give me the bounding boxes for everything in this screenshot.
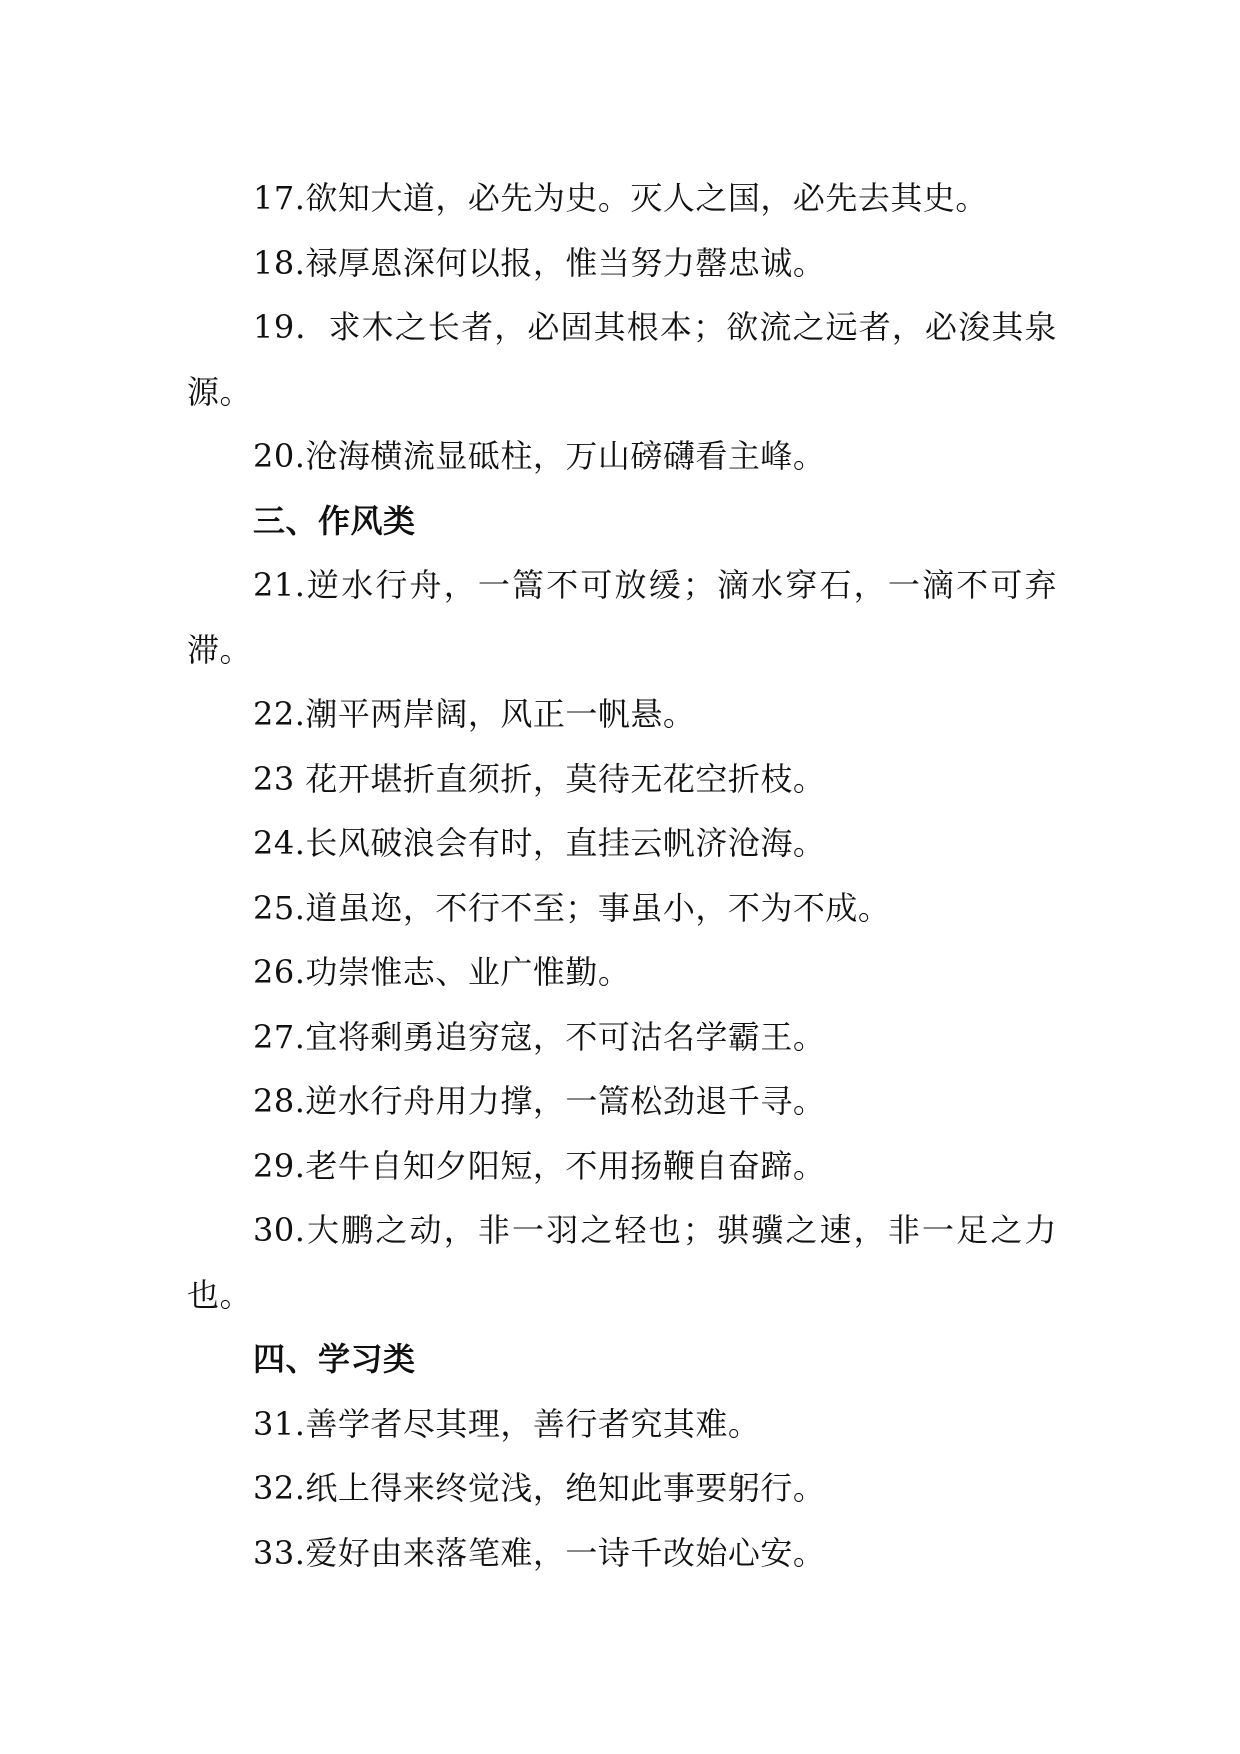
list-item: 17.欲知大道，必先为史。灭人之国，必先去其史。: [253, 179, 988, 217]
document-body: [187, 166, 1057, 1585]
list-item: 25.道虽迩，不行不至；事虽小，不为不成。: [253, 888, 891, 927]
list-item: 24.长风破浪会有时，直挂云帆济沧海。: [253, 824, 826, 862]
list-item: 19．求木之长者，必固其根本；欲流之远者，必浚其泉源。: [187, 308, 1057, 411]
section-heading-style: 三、作风类: [253, 501, 416, 540]
list-item: 30.大鹏之动，非一羽之轻也；骐骥之速，非一足之力也。: [187, 1211, 1057, 1314]
list-item: 28.逆水行舟用力撑，一篙松劲退千寻。: [253, 1082, 826, 1120]
list-item: 23 花开堪折直须折，莫待无花空折枝。: [253, 759, 826, 798]
list-item: 33.爱好由来落笔难，一诗千改始心安。: [253, 1533, 826, 1572]
list-item: 27.宜将剩勇追穷寇，不可沽名学霸王。: [253, 1017, 826, 1056]
list-item: 22.潮平两岸阔，风正一帆悬。: [253, 695, 696, 733]
list-item: 21.逆水行舟，一篙不可放缓；滴水穿石，一滴不可弃滞。: [187, 566, 1057, 669]
section-heading-study: 四、学习类: [253, 1340, 416, 1378]
list-item: 31.善学者尽其理，善行者究其难。: [253, 1404, 761, 1443]
list-item: 18.禄厚恩深何以报，惟当努力罄忠诚。: [253, 243, 826, 282]
list-item: 26.功崇惟志、业广惟勤。: [253, 953, 631, 991]
list-item: 29.老牛自知夕阳短，不用扬鞭自奋蹄。: [253, 1146, 826, 1185]
list-item: 20.沧海横流显砥柱，万山磅礴看主峰。: [253, 437, 826, 475]
list-item: 32.纸上得来终觉浅，绝知此事要躬行。: [253, 1469, 826, 1507]
